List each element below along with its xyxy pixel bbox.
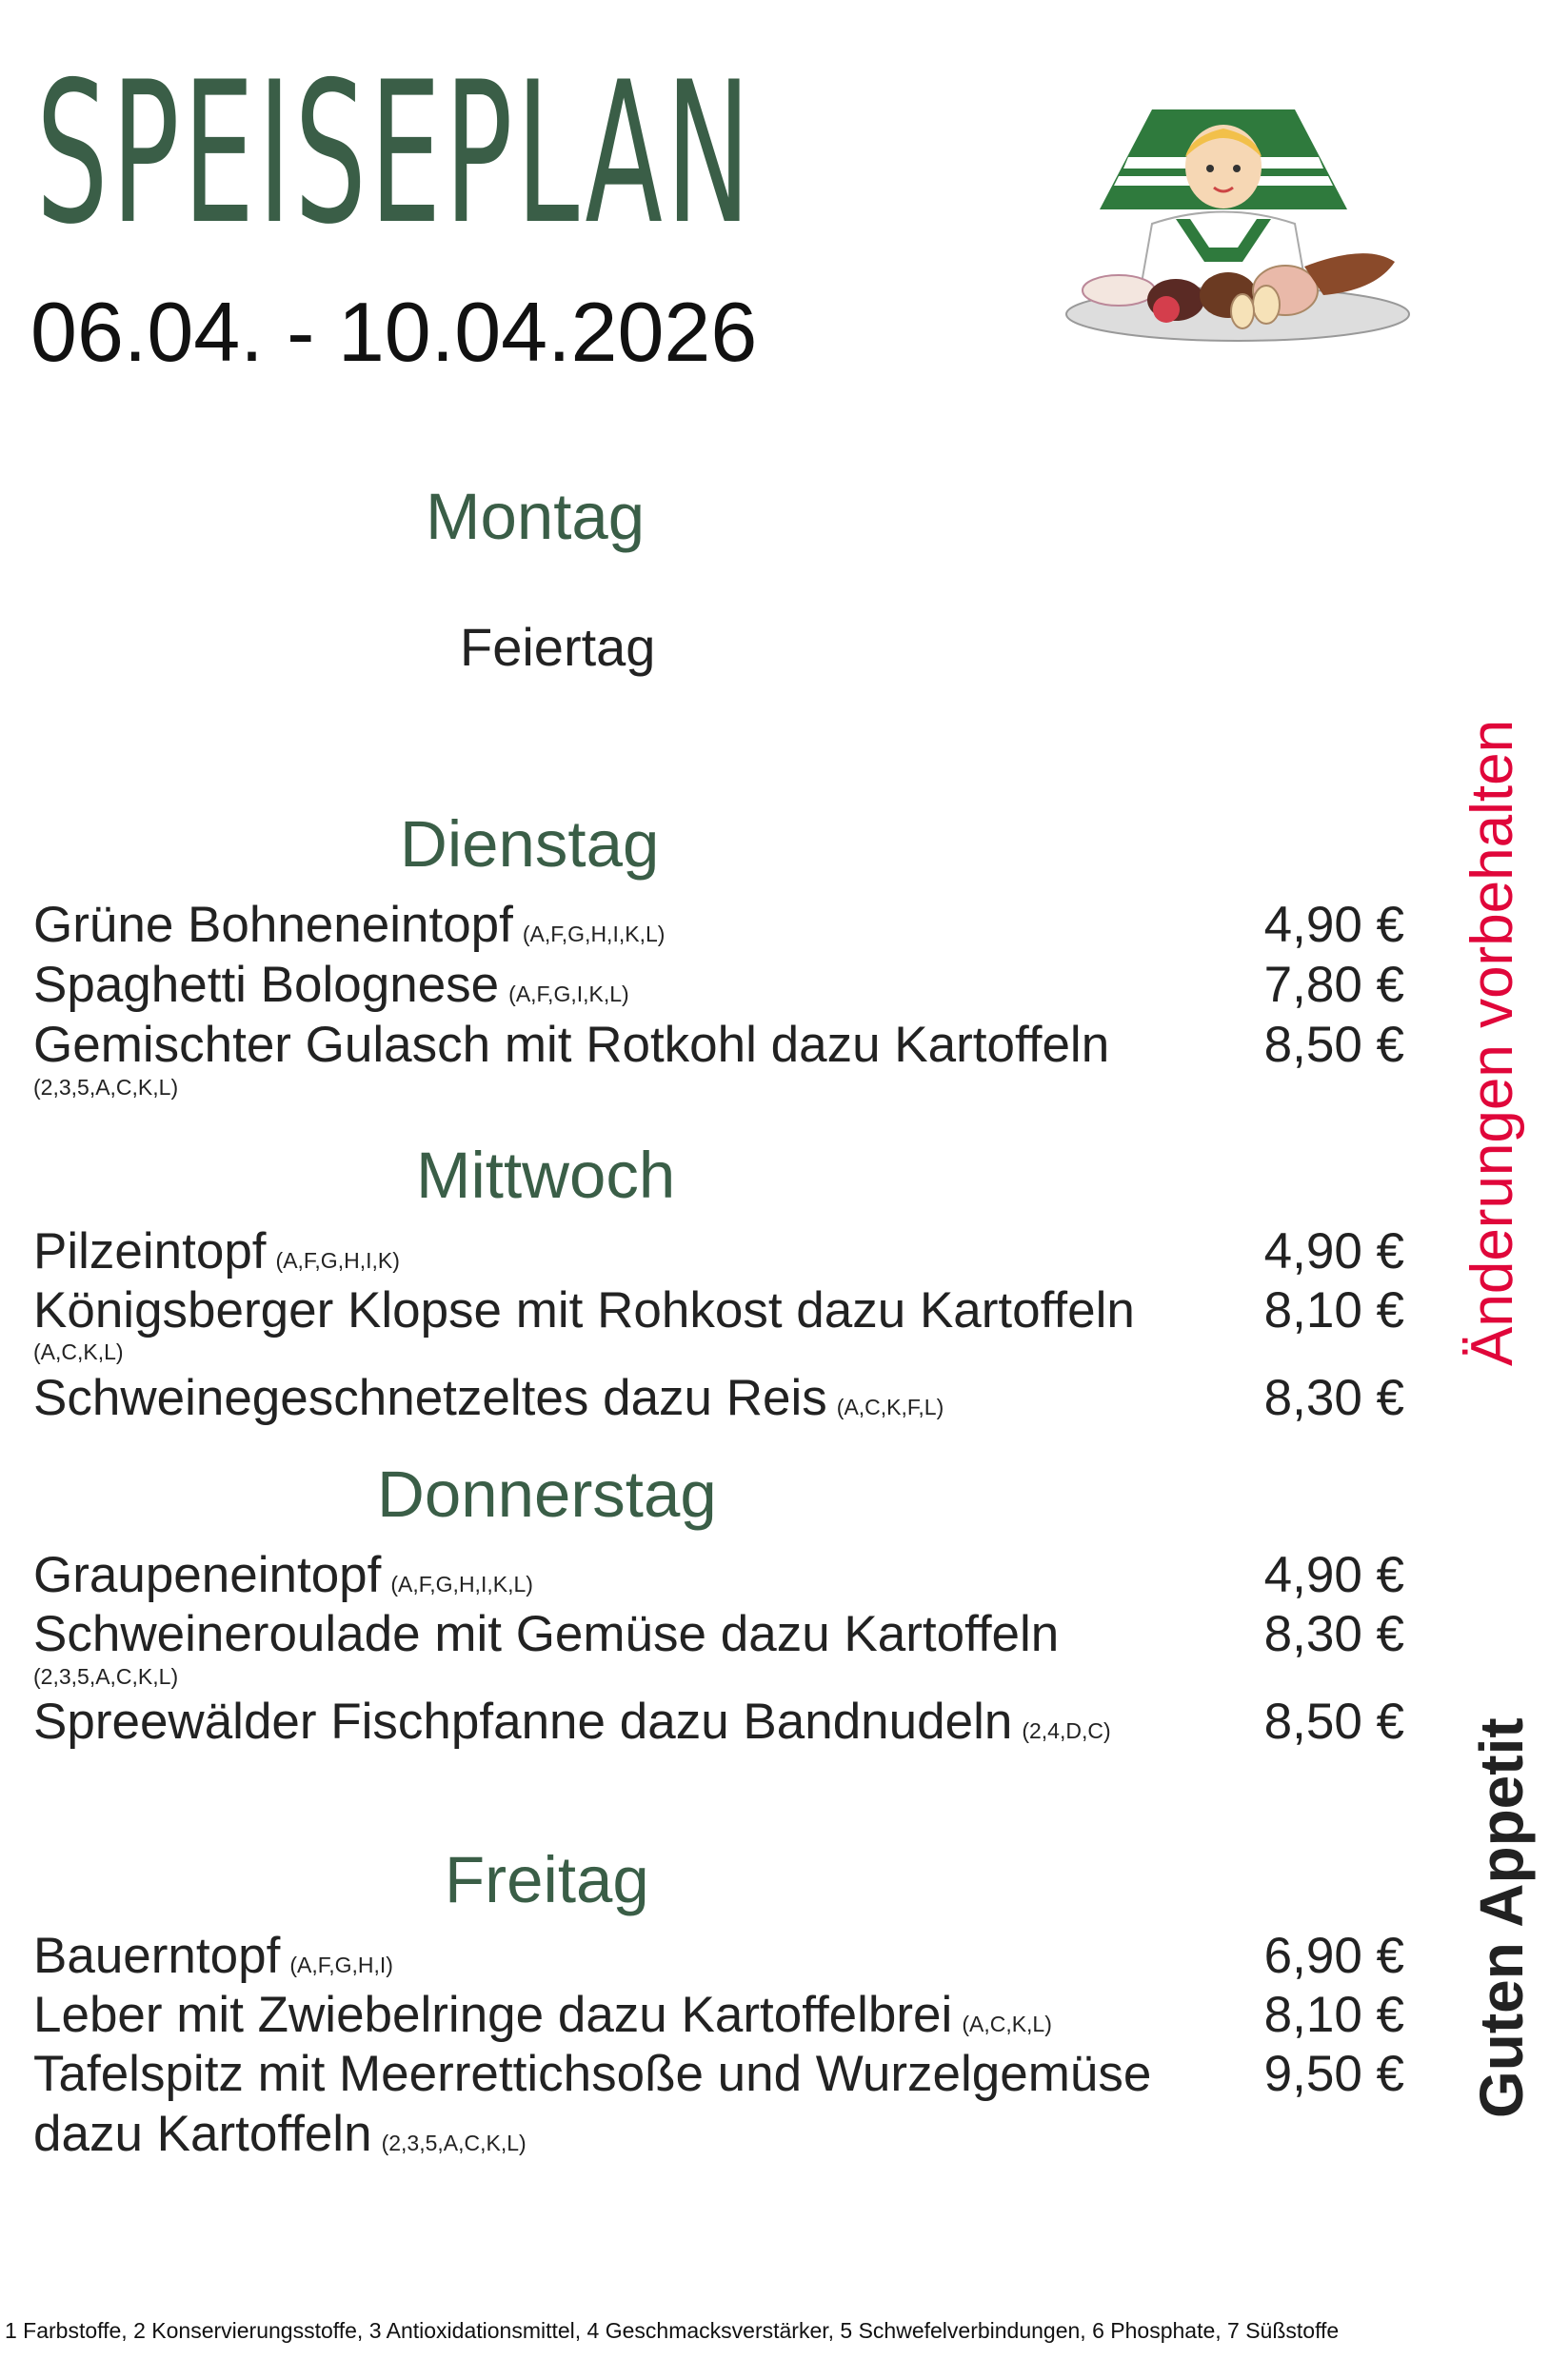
dish-item: Pilzeintopf (A,F,G,H,I,K) <box>33 1223 400 1279</box>
dish-price: 9,50 € <box>1263 2046 1404 2102</box>
dish-price: 8,50 € <box>1263 1017 1404 1073</box>
day-note-montag: Feiertag <box>460 617 656 677</box>
dish-price: 4,90 € <box>1263 1223 1404 1279</box>
dish-item: Leber mit Zwiebelringe dazu Kartoffelbrei (A,C,K,L) <box>33 1987 1052 2043</box>
dish-price: 8,30 € <box>1263 1370 1404 1426</box>
day-heading-montag: Montag <box>426 480 646 553</box>
dish-allergens: (2,3,5,A,C,K,L) <box>33 1664 179 1689</box>
changes-reserved-note: Änderungen vorbehalten <box>1460 719 1525 1366</box>
dish-price: 4,90 € <box>1263 1547 1404 1603</box>
dish-price: 4,90 € <box>1263 897 1404 953</box>
dish-item: Graupeneintopf (A,F,G,H,I,K,L) <box>33 1547 533 1603</box>
dish-allergens: (2,3,5,A,C,K,L) <box>33 1075 179 1100</box>
butcher-woman-with-platter-logo <box>1062 100 1414 357</box>
day-heading-donnerstag: Donnerstag <box>377 1458 717 1531</box>
greeting-note: Guten Appetit <box>1467 1717 1536 2118</box>
page-title: SPEISEPLAN <box>36 41 754 268</box>
dish-allergens: (A,C,K,L) <box>33 1339 124 1364</box>
dish-price: 8,10 € <box>1263 1282 1404 1339</box>
dish-item: Schweineroulade mit Gemüse dazu Kartoffeln <box>33 1606 1060 1662</box>
dish-item: Spaghetti Bolognese (A,F,G,I,K,L) <box>33 957 629 1013</box>
dish-price: 8,50 € <box>1263 1694 1404 1750</box>
dish-item-continuation: dazu Kartoffeln (2,3,5,A,C,K,L) <box>33 2106 527 2162</box>
additives-legend: 1 Farbstoffe, 2 Konservierungsstoffe, 3 Antioxidationsmittel, 4 Geschmacksverstärker, 5 Schwefelverbindungen, 6 Phosphate, 7 Süßstoffe <box>5 2318 1340 2343</box>
dish-item: Tafelspitz mit Meerrettichsoße und Wurzelgemüse <box>33 2046 1152 2102</box>
dish-item: Gemischter Gulasch mit Rotkohl dazu Kartoffeln <box>33 1017 1110 1073</box>
dish-item: Schweinegeschnetzeltes dazu Reis (A,C,K,F,L) <box>33 1370 944 1426</box>
dish-price: 8,30 € <box>1263 1606 1404 1662</box>
dish-price: 7,80 € <box>1263 957 1404 1013</box>
dish-price: 6,90 € <box>1263 1928 1404 1984</box>
day-heading-freitag: Freitag <box>445 1843 649 1916</box>
day-heading-mittwoch: Mittwoch <box>416 1139 676 1212</box>
day-heading-dienstag: Dienstag <box>400 807 660 881</box>
dish-item: Bauerntopf (A,F,G,H,I) <box>33 1928 393 1984</box>
dish-item: Grüne Bohneneintopf (A,F,G,H,I,K,L) <box>33 897 666 953</box>
date-range: 06.04. - 10.04.2026 <box>30 285 758 379</box>
dish-item: Spreewälder Fischpfanne dazu Bandnudeln (2,4,D,C) <box>33 1694 1111 1750</box>
dish-price: 8,10 € <box>1263 1987 1404 2043</box>
dish-item: Königsberger Klopse mit Rohkost dazu Kartoffeln <box>33 1282 1135 1339</box>
